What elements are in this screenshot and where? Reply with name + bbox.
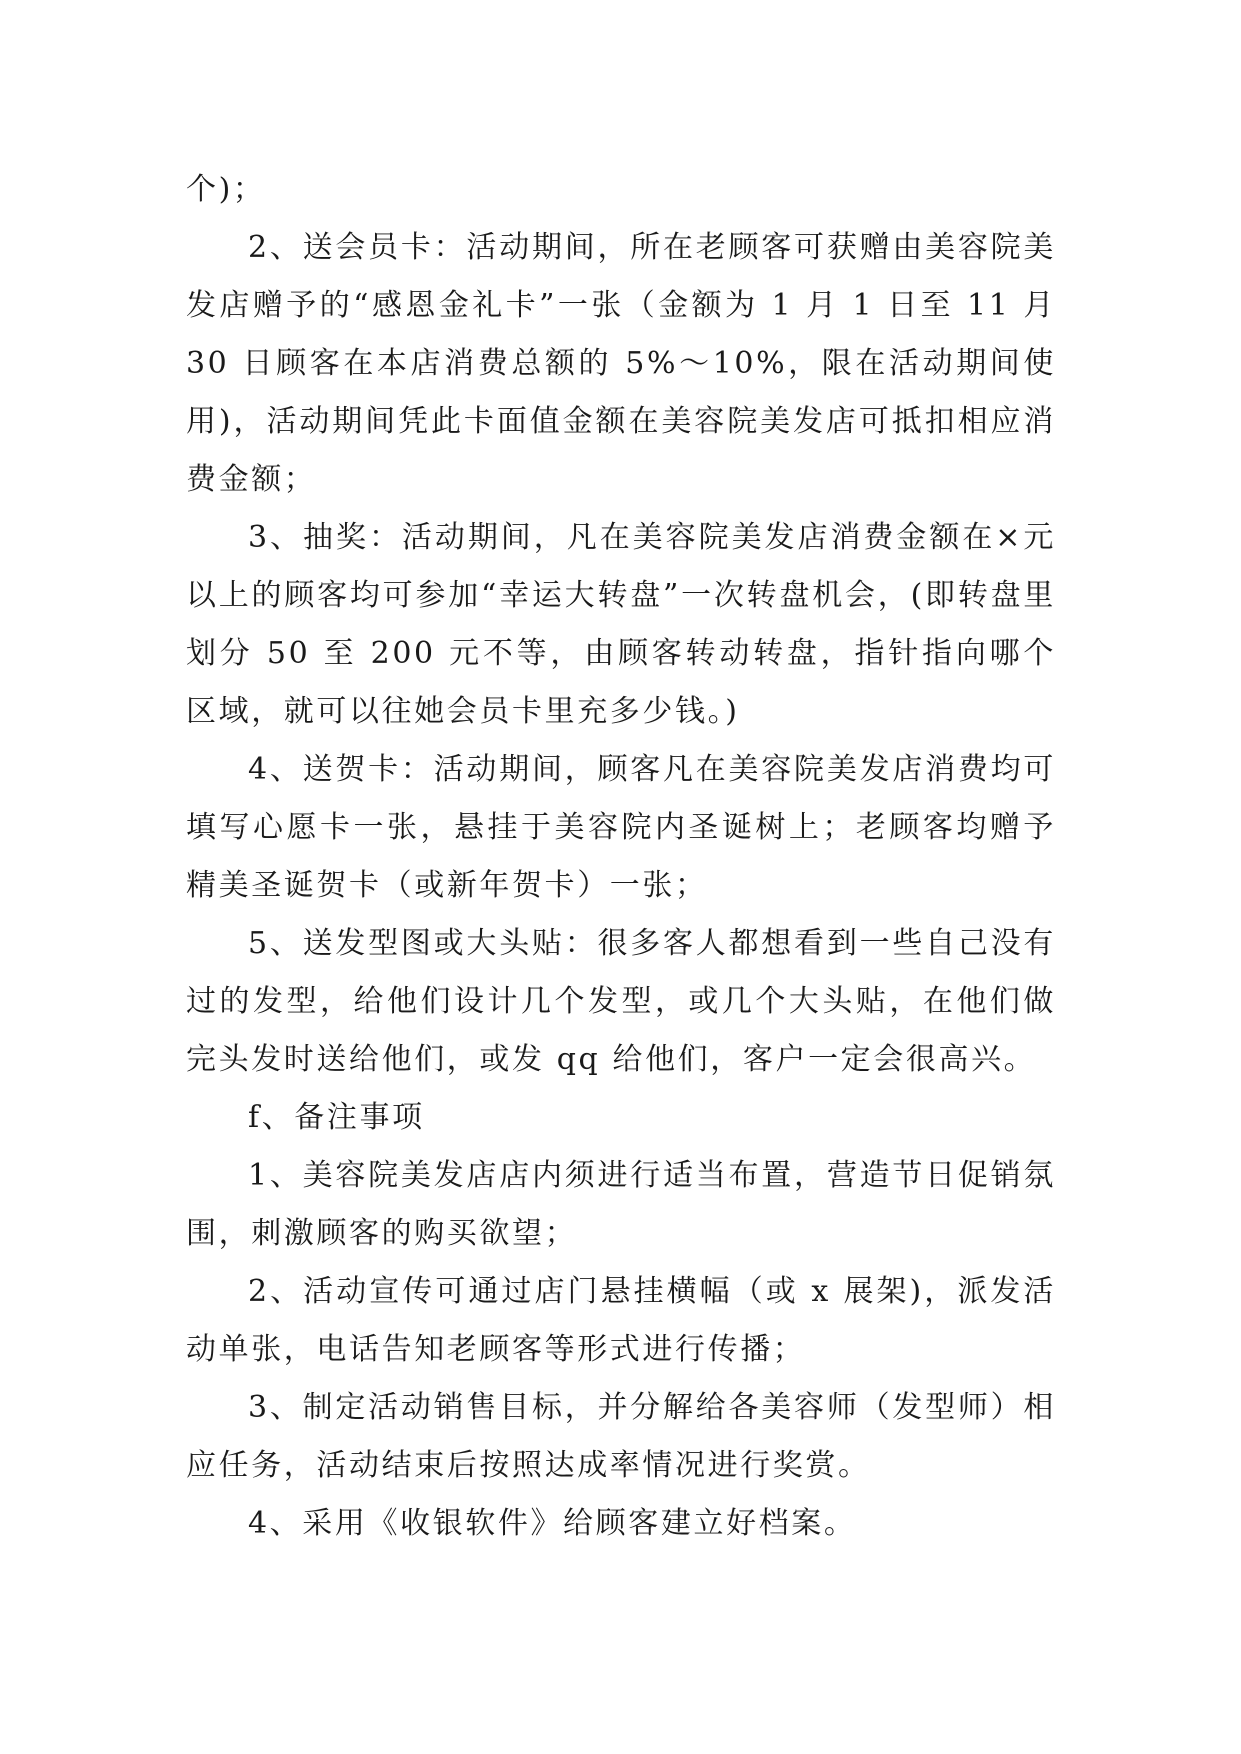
section-heading-notes: f、备注事项 [248,1100,425,1135]
paragraph-note-4: 4、采用《收银软件》给顾客建立好档案。 [248,1506,857,1541]
paragraph-note-2: 2、活动宣传可通过店门悬挂横幅（或 x 展架)，派发活动单张，电话告知老顾客等形式进行传播； [186,1274,1056,1367]
paragraph-continuation: 个)； [186,172,266,207]
paragraph-note-3: 3、制定活动销售目标，并分解给各美容师（发型师）相应任务，活动结束后按照达成率情况进行奖赏。 [186,1390,1056,1483]
paragraph-greeting-card: 4、送贺卡：活动期间，顾客凡在美容院美发店消费均可填写心愿卡一张，悬挂于美容院内圣诞树上；老顾客均赠予精美圣诞贺卡（或新年贺卡）一张； [186,752,1056,903]
paragraph-hairstyle-photo: 5、送发型图或大头贴：很多客人都想看到一些自己没有过的发型，给他们设计几个发型，或几个大头贴，在他们做完头发时送给他们，或发 qq 给他们，客户一定会很高兴。 [186,926,1056,1077]
paragraph-note-1: 1、美容院美发店店内须进行适当布置，营造节日促销氛围，刺激顾客的购买欲望； [186,1158,1056,1251]
paragraph-membership-card: 2、送会员卡：活动期间，所在老顾客可获赠由美容院美发店赠予的“感恩金礼卡”一张（金额为 1 月 1 日至 11 月 30 日顾客在本店消费总额的 5%～10%，限在活动期间使用)，活动期间凭此卡面值金额在美容院美发店可抵扣相应消费金额； [186,230,1056,497]
document-body [186,161,1056,1553]
paragraph-lottery: 3、抽奖：活动期间，凡在美容院美发店消费金额在×元以上的顾客均可参加“幸运大转盘”一次转盘机会，(即转盘里划分 50 至 200 元不等，由顾客转动转盘，指针指向哪个区域，就可以往她会员卡里充多少钱。) [186,520,1056,729]
